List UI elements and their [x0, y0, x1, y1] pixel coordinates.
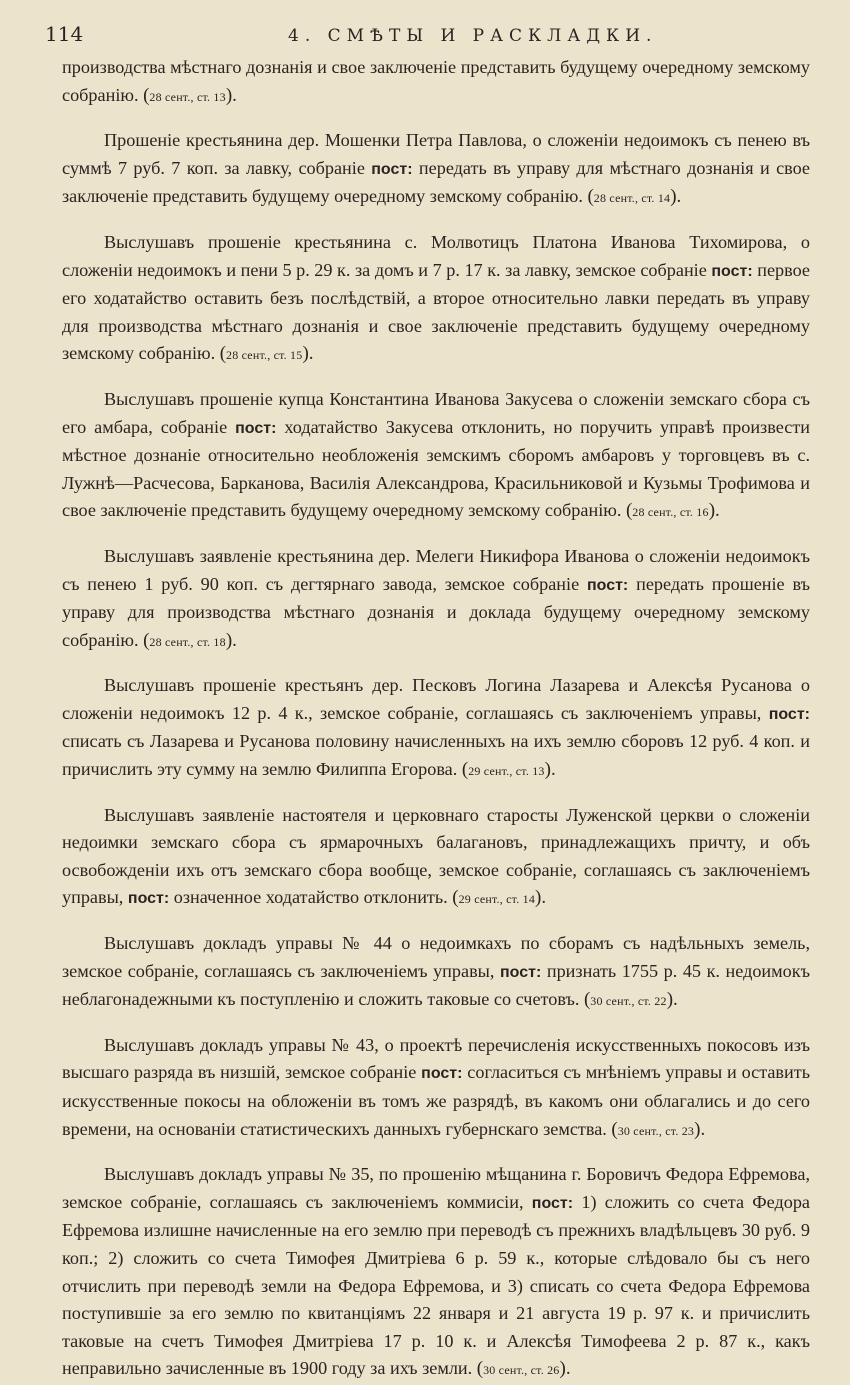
- citation: 28 сент., ст. 14: [593, 191, 671, 206]
- paragraph-text: производства мѣстнаго дознанія и свое заключеніе представить будущему очередному земскому собранію.: [62, 57, 810, 105]
- decision-marker: пост:: [371, 160, 413, 178]
- citation: 29 сент., ст. 13: [468, 764, 545, 779]
- citation: 30 сент., ст. 22: [590, 994, 667, 1009]
- citation: 28 сент., ст. 16: [632, 505, 709, 520]
- decision-marker: пост:: [499, 963, 542, 981]
- paragraph-text: Выслушавъ докладъ управы № 44 о недоимкахъ по сборамъ съ надѣльныхъ земель, земское собраніе, соглашаясь съ заключеніемъ управы,: [62, 933, 810, 981]
- decision-marker: пост:: [586, 576, 629, 594]
- body-text: [62, 54, 810, 1385]
- citation: 30 сент., ст. 26: [483, 1363, 560, 1378]
- decision-marker: пост:: [127, 890, 170, 908]
- paragraph-text: Выслушавъ прошеніе крестьянина с. Молвотицъ Платона Иванова Тихомирова, о сложеніи недоимокъ и пени 5 р. 29 к. за домъ и 7 р. 17 к. за лавку, земское собраніе: [62, 231, 810, 280]
- paragraph-text: Прошеніе крестьянина дер. Мошенки Петра Павлова, о сложеніи недоимокъ съ пенею въ суммѣ 7 руб. 7 коп. за лавку, собраніе: [62, 130, 810, 178]
- paragraph: Выслушавъ докладъ управы № 44 о недоимкахъ по сборамъ съ надѣльныхъ земель, земское собраніе, соглашаясь съ заключеніемъ управы, пост: признать 1755 р. 45 к. недоимокъ неблагонадежными къ поступленію и сложить таковые со счетовъ. (30 сент., ст. 22).: [62, 933, 811, 1011]
- paragraph: Выслушавъ докладъ управы № 43, о проектѣ перечисленія искусственныхъ покосовъ изъ высшаго разряда въ низшій, земское собраніе пост: согласиться съ мнѣніемъ управы и оставить искусственные покосы на обложеніи въ томъ же разрядѣ, въ какомъ они облагались и до сего времени, на основаніи статистическихъ данныхъ губернскаго земства. (30 сент., ст. 23).: [62, 1034, 810, 1140]
- decision-marker: пост:: [235, 419, 277, 437]
- paragraph-text: ходатайство Закусева отклонить, но поручить управѣ произвести мѣстное дознаніе относительно необложенія земскимъ сборомъ амбаровъ у торговцевъ въ с. Лужнѣ—Расчесова, Барканова, Василія Александрова, Красильниковой и Кузьмы Трофимова и свое заключеніе представить будущему очередному земскому собранію.: [62, 416, 811, 521]
- paragraph-text: списать съ Лазарева и Русанова половину начисленныхъ на ихъ землю сборовъ 12 руб. 4 коп. и причислить эту сумму на землю Филиппа Егорова.: [62, 731, 810, 780]
- page-number: 114: [45, 22, 84, 46]
- paragraph: Выслушавъ заявленіе крестьянина дер. Мелеги Никифора Иванова о сложеніи недоимокъ съ пенею 1 руб. 90 коп. съ дегтярнаго завода, земское собраніе пост: передать прошеніе въ управу для производства мѣстнаго дознанія и доклада будущему очередному земскому собранію. (28 сент., ст. 18).: [62, 545, 810, 651]
- paragraph: Выслушавъ прошеніе купца Константина Иванова Закусева о сложеніи земскаго сбора съ его амбара, собраніе пост: ходатайство Закусева отклонить, но поручить управѣ произвести мѣстное дознаніе относительно необложенія земскимъ сборомъ амбаровъ у торговцевъ въ с. Лужнѣ—Расчесова, Барканова, Василія Александрова, Красильниковой и Кузьмы Трофимова и свое заключеніе представить будущему очередному земскому собранію. (28 сент., ст. 16).: [62, 388, 811, 522]
- decision-marker: пост:: [768, 705, 810, 723]
- paragraph-text: передать въ управу для мѣстнаго дознанія и свое заключеніе представить будущему очередному земскому собранію.: [62, 157, 810, 207]
- decision-marker: пост:: [531, 1194, 574, 1212]
- decision-marker: пост:: [421, 1065, 463, 1083]
- page-header: [30, 18, 810, 54]
- paragraph-text: передать прошеніе въ управу для производства мѣстнаго дознанія и доклада будущему очередному земскому собранію.: [62, 573, 810, 650]
- decision-marker: пост:: [711, 262, 753, 280]
- paragraph-text: Выслушавъ прошеніе крестьянъ дер. Песковъ Логина Лазарева и Алексѣя Русанова о сложеніи недоимокъ 12 р. 4 к., земское собраніе, соглашаясь съ заключеніемъ управы,: [62, 675, 810, 723]
- citation: 30 сент., ст. 23: [617, 1123, 695, 1138]
- paragraph: Выслушавъ докладъ управы № 35, по прошенію мѣщанина г. Боровичъ Федора Ефремова, земское собраніе, соглашаясь съ заключеніемъ коммисіи, пост: 1) сложить со счета Федора Ефремова излишне начисленные на его землю при переводѣ съ прежнихъ владѣльцевъ 30 руб. 9 коп.; 2) сложить со счета Тимофея Дмитріева 6 р. 59 к., которые слѣдовало бы съ него отчислить при переводѣ земли на Федора Ефремова, и 3) списать со счета Федора Ефремова поступившіе за его землю по квитанціямъ 22 января и 21 августа 19 р. 97 к. и причислить таковые на счетъ Тимофея Дмитріева 17 р. 10 к. и Алексѣя Тимофеева 2 р. 87 к., какъ неправильно зачисленные въ 1900 году за ихъ земли. (30 сент., ст. 26).: [62, 1164, 811, 1380]
- paragraph: Выслушавъ прошеніе крестьянъ дер. Песковъ Логина Лазарева и Алексѣя Русанова о сложеніи недоимокъ 12 р. 4 к., земское собраніе, соглашаясь съ заключеніемъ управы, пост: списать съ Лазарева и Русанова половину начисленныхъ на ихъ землю сборовъ 12 руб. 4 коп. и причислить эту сумму на землю Филиппа Егорова. (29 сент., ст. 13).: [62, 675, 810, 781]
- paragraph: Выслушавъ прошеніе крестьянина с. Молвотицъ Платона Иванова Тихомирова, о сложеніи недоимокъ и пени 5 р. 29 к. за домъ и 7 р. 17 к. за лавку, земское собраніе пост: первое его ходатайство оставить безъ послѣдствій, а второе относительно лавки передать въ управу для производства мѣстнаго дознанія и свое заключеніе представить будущему очередному земскому собранію. (28 сент., ст. 15).: [62, 231, 810, 365]
- paragraph-text: Выслушавъ прошеніе купца Константина Иванова Закусева о сложеніи земскаго сбора съ его амбара, собраніе: [62, 388, 810, 437]
- running-head: 4. СМѢТЫ И РАСКЛАДКИ.: [288, 26, 658, 46]
- paragraph: Выслушавъ заявленіе настоятеля и церковнаго старосты Луженской церкви о сложеніи недоимки земскаго сбора съ ярмарочныхъ балагановъ, принадлежащихъ причту, и объ освобожденіи ихъ отъ земскаго сбора вообще, земское собраніе, соглашаясь съ заключеніемъ управы, пост: означенное ходатайство отклонить. (29 сент., ст. 14).: [62, 804, 810, 909]
- paragraph-text: признать 1755 р. 45 к. недоимокъ неблагонадежными къ поступленію и сложить таковые со счетовъ.: [62, 960, 811, 1010]
- paragraph: производства мѣстнаго дознанія и свое заключеніе представить будущему очередному земскому собранію. (28 сент., ст. 13).: [62, 57, 810, 106]
- paragraph-text: первое его ходатайство оставить безъ послѣдствій, а второе относительно лавки передать въ управу для производства мѣстнаго дознанія и свое заключеніе представить будущему очередному земскому собранію.: [62, 259, 810, 364]
- paragraph-text: Выслушавъ заявленіе настоятеля и церковнаго старосты Луженской церкви о сложеніи недоимки земскаго сбора съ ярмарочныхъ балагановъ, принадлежащихъ причту, и объ освобожденіи ихъ отъ земскаго сбора вообще, земское собраніе, соглашаясь съ заключеніемъ управы,: [62, 804, 810, 908]
- paragraph-text: Выслушавъ заявленіе крестьянина дер. Мелеги Никифора Иванова о сложеніи недоимокъ съ пенею 1 руб. 90 коп. съ дегтярнаго завода, земское собраніе: [62, 545, 810, 594]
- paragraph-text: Выслушавъ докладъ управы № 43, о проектѣ перечисленія искусственныхъ покосовъ изъ высшаго разряда въ низшій, земское собраніе: [62, 1034, 810, 1083]
- paragraph-text: означенное ходатайство отклонить.: [173, 887, 448, 908]
- citation: 29 сент., ст. 14: [458, 892, 536, 907]
- citation: 28 сент., ст. 13: [149, 89, 226, 104]
- paragraph-text: Выслушавъ докладъ управы № 35, по прошенію мѣщанина г. Боровичъ Федора Ефремова, земское собраніе, соглашаясь съ заключеніемъ коммисіи,: [62, 1164, 810, 1212]
- citation: 28 сент., ст. 18: [149, 634, 226, 649]
- paragraph-text: согласиться съ мнѣніемъ управы и оставить искусственные покосы на обложеніи въ томъ же разрядѣ, въ какомъ они облагались и до сего времени, на основаніи статистическихъ данныхъ губернскаго земства.: [62, 1062, 810, 1139]
- paragraph-text: 1) сложить со счета Федора Ефремова излишне начисленные на его землю при переводѣ съ прежнихъ владѣльцевъ 30 руб. 9 коп.; 2) сложить со счета Тимофея Дмитріева 6 р. 59 к., которые слѣдовало бы съ него отчислить при переводѣ земли на Федора Ефремова, и 3) списать со счета Федора Ефремова поступившіе за его землю по квитанціямъ 22 января и 21 августа 19 р. 97 к. и причислить таковые на счетъ Тимофея Дмитріева 17 р. 10 к. и Алексѣя Тимофеева 2 р. 87 к., какъ неправильно зачисленные въ 1900 году за ихъ земли.: [62, 1191, 811, 1379]
- paragraph: Прошеніе крестьянина дер. Мошенки Петра Павлова, о сложеніи недоимокъ съ пенею въ суммѣ 7 руб. 7 коп. за лавку, собраніе пост: передать въ управу для мѣстнаго дознанія и свое заключеніе представить будущему очередному земскому собранію. (28 сент., ст. 14).: [62, 130, 810, 208]
- citation: 28 сент., ст. 15: [226, 348, 303, 363]
